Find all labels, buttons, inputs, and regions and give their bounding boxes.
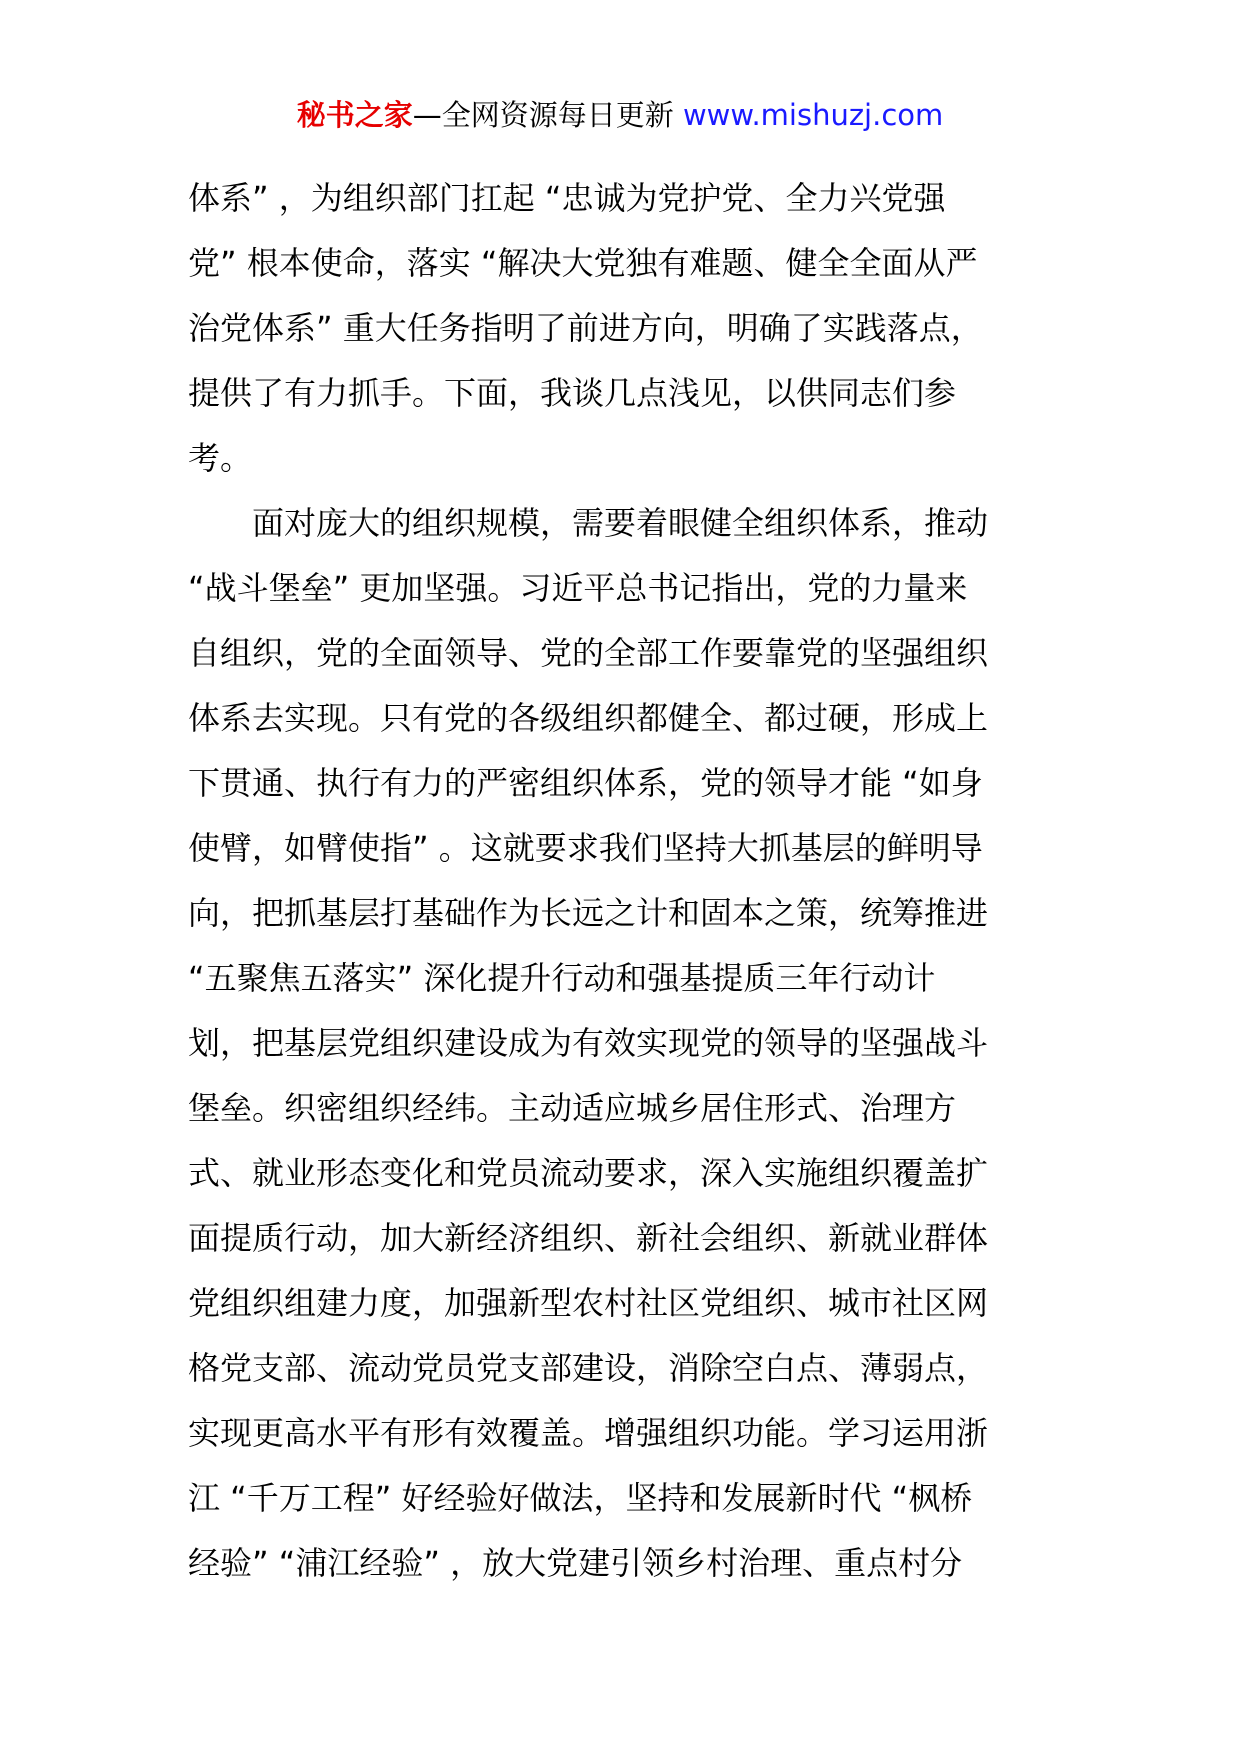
text-line: 使臂，如臂使指” 。这就要求我们坚持大抓基层的鲜明导 <box>188 829 983 867</box>
text-line: 式、就业形态变化和党员流动要求，深入实施组织覆盖扩 <box>188 1154 989 1192</box>
text-line: 江 “千万工程” 好经验好做法，坚持和发展新时代 “枫桥 <box>188 1479 973 1517</box>
text-line: 下贯通、执行有力的严密组织体系，党的领导才能 “如身 <box>188 764 983 802</box>
text-line: 格党支部、流动党员党支部建设，消除空白点、薄弱点， <box>188 1349 989 1387</box>
text-line: 面对庞大的组织规模，需要着眼健全组织体系，推动 <box>188 504 989 542</box>
text-line: 向，把抓基层打基础作为长远之计和固本之策，统筹推进 <box>188 894 989 932</box>
text-line: 党” 根本使命，落实 “解决大党独有难题、健全全面从严 <box>188 244 978 282</box>
site-header <box>0 98 1240 133</box>
text-line: 实现更高水平有形有效覆盖。增强组织功能。学习运用浙 <box>188 1414 989 1452</box>
text-line: 提供了有力抓手。下面，我谈几点浅见，以供同志们参 <box>188 374 957 412</box>
text-line: 堡垒。织密组织经纬。主动适应城乡居住形式、治理方 <box>188 1089 957 1127</box>
text-line: 考。 <box>188 439 253 477</box>
site-brand: 秘书之家 <box>296 98 413 132</box>
site-tagline: —全网资源每日更新 <box>412 98 683 132</box>
text-line: 党组织组建力度，加强新型农村社区党组织、城市社区网 <box>188 1284 989 1322</box>
text-line: “五聚焦五落实” 深化提升行动和强基提质三年行动计 <box>188 959 936 997</box>
document-body <box>188 166 1058 1596</box>
site-url-link[interactable]: www.mishuzj.com <box>682 98 944 132</box>
text-line: “战斗堡垒” 更加坚强。习近平总书记指出，党的力量来 <box>188 569 968 607</box>
text-line: 治党体系” 重大任务指明了前进方向，明确了实践落点， <box>188 309 983 347</box>
text-line: 面提质行动，加大新经济组织、新社会组织、新就业群体 <box>188 1219 989 1257</box>
text-line: 自组织，党的全面领导、党的全部工作要靠党的坚强组织 <box>188 634 989 672</box>
text-line: 体系” ，为组织部门扛起 “忠诚为党护党、全力兴党强 <box>188 179 946 217</box>
text-line: 划，把基层党组织建设成为有效实现党的领导的坚强战斗 <box>188 1024 989 1062</box>
text-line: 体系去实现。只有党的各级组织都健全、都过硬，形成上 <box>188 699 989 737</box>
text-line: 经验” “浦江经验” ，放大党建引领乡村治理、重点村分 <box>188 1544 963 1582</box>
